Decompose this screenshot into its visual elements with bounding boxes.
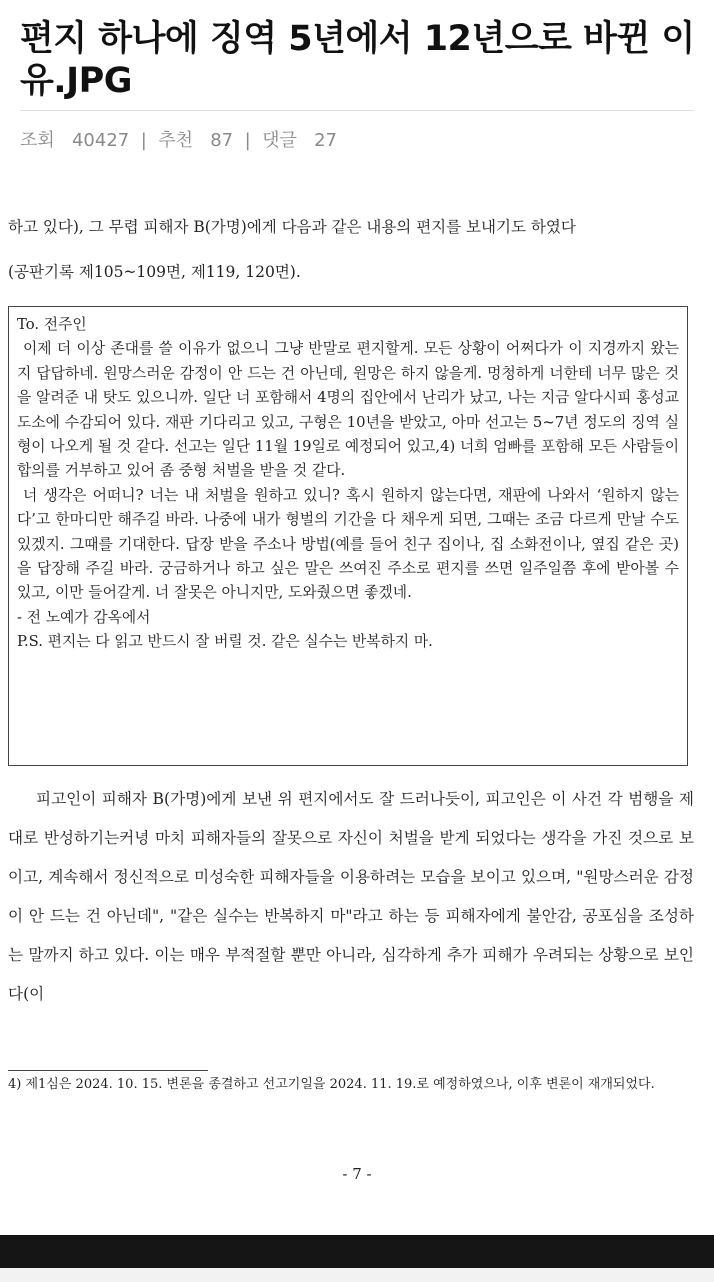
letter-paragraph: 이제 더 이상 존대를 쓸 이유가 없으니 그냥 반말로 편지할게. 모든 상황이 어쩌다가 이 지경까지 왔는지 답답하네. 원망스러운 감정이 안 드는 건 아닌데, 원망은 하지 않을게. 멍청하게 너한테 너무 많은 것을 알려준 내 탓도 있으니까. 일단 너 포함해서 4명의 집안에서 난리가 났고, 나는 지금 알다시피 홍성교도소에 수감되어 있다. 재판 기다리고 있고, 구형은 10년을 받았고, 아마 선고는 5~7년 정도의 징역 실형이 나오게 될 것 같다. 선고는 일단 11월 19일로 예정되어 있고,4) 너희 엄빠를 포함해 모든 사람들이 합의를 거부하고 있어 좀 중형 처벌을 받을 것 같다. <box>17 340 679 480</box>
court-document-image <box>0 160 714 1235</box>
comments-count: 27 <box>314 130 337 151</box>
meta-separator: | <box>134 130 153 151</box>
page-number: - 7 - <box>342 1165 372 1183</box>
letter-signature: - 전 노예가 감옥에서 <box>17 608 151 626</box>
recommend-label: 추천 <box>158 130 194 151</box>
title-divider <box>20 110 694 111</box>
document-body-paragraph: 피고인이 피해자 B(가명)에게 보낸 위 편지에서도 잘 드러나듯이, 피고인은 이 사건 각 범행을 제대로 반성하기는커녕 마치 피해자들의 잘못으로 자신이 처벌을 받게 되었다는 생각을 가진 것으로 보이고, 계속해서 정신적으로 미성숙한 피해자들을 이용하려는 모습을 보이고 있으며, "원망스러운 감정이 안 드는 건 아닌데", "같은 실수는 반복하지 마"라고 하는 등 피해자에게 불안감, 공포심을 조성하는 말까지 하고 있다. 이는 매우 부적절할 뿐만 아니라, 심각하게 추가 피해가 우려되는 상황으로 보인다(이 <box>8 790 694 1003</box>
post-header <box>0 0 714 160</box>
footnote-divider <box>8 1070 208 1071</box>
footnote: 4) 제1심은 2024. 10. 15. 변론을 종결하고 선고기일을 2024. 11. 19.로 예정하였으나, 이후 변론이 재개되었다. <box>8 1077 655 1092</box>
quoted-letter-box <box>8 306 688 766</box>
views-count: 40427 <box>71 130 130 151</box>
post-meta <box>20 126 337 152</box>
letter-paragraph: 너 생각은 어떠니? 너는 내 처벌을 원하고 있니? 혹시 원하지 않는다면, 재판에 나와서 ‘원하지 않는다’고 한마디만 해주길 바라. 나중에 내가 형벌의 기간을 다 채우게 되면, 그때는 조금 다르게 만날 수도 있겠지. 그때를 기대한다. 답장 받을 주소나 방법(예를 들어 친구 집이나, 집 소화전이나, 옆집 같은 곳)을 답장해 주길 바라. 궁금하거나 하고 싶은 말은 쓰여진 주소로 편지를 쓰면 일주일쯤 후에 받아볼 수 있고, 이만 들어갈게. 너 잘못은 아니지만, 도와줬으면 좋겠네. <box>17 486 679 602</box>
recommend-count: 87 <box>210 130 234 151</box>
letter-postscript: P.S. 편지는 다 읽고 반드시 잘 버릴 것. 같은 실수는 반복하지 마. <box>17 633 433 651</box>
document-body <box>8 780 694 1014</box>
bottom-toolbar <box>0 1235 714 1268</box>
post-title: 편지 하나에 징역 5년에서 12년으로 바뀐 이유.JPG <box>20 19 695 101</box>
views-label: 조회 <box>20 130 55 151</box>
bottom-strip <box>0 1268 714 1282</box>
document-intro-line: 하고 있다), 그 무렵 피해자 B(가명)에게 다음과 같은 내용의 편지를 보내기도 하였다 <box>8 218 576 236</box>
letter-recipient: To. 전주인 <box>17 316 87 333</box>
comments-label: 댓글 <box>262 130 297 151</box>
document-intro-citation: (공판기록 제105~109면, 제119, 120면). <box>8 263 301 281</box>
meta-separator: | <box>238 130 257 151</box>
